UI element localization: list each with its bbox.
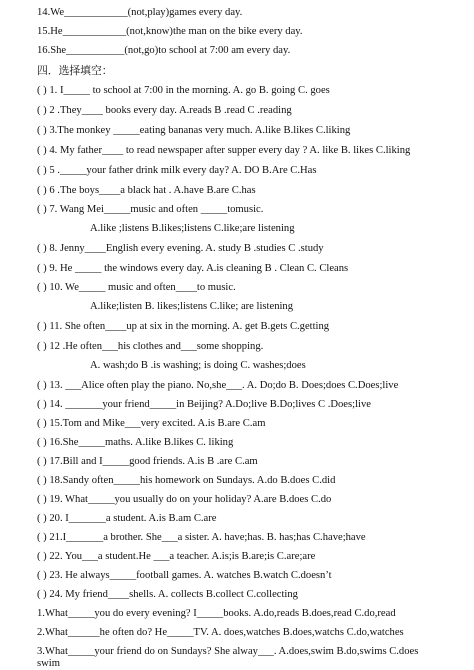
question-24: ( ) 24. My friend____shells. A. collects B.collect C.collecting (37, 589, 298, 600)
question-13: ( ) 13. ___Alice often play the piano. No,she___. A. Do;do B. Does;does C.Does;live (37, 380, 399, 391)
question-11: ( ) 11. She often____up at six in the morning. A. get B.gets C.getting (37, 321, 330, 332)
question-22: ( ) 22. You___a student.He ___a teacher. A.is;is B.are;is C.are;are (37, 551, 316, 562)
question-23: ( ) 23. He always_____football games. A. watches B.watch C.doesn’t (37, 570, 332, 581)
question-5: ( ) 5 ._____your father drink milk every day? A. DO B.Are C.Has (37, 165, 317, 176)
question-10-options: A.like;listen B. likes;listens C.like; are listening (90, 301, 294, 312)
extra-question-2: 2.What______he often do? He_____TV. A. does,watches B.does,watchs C.do,watches (37, 627, 404, 638)
question-12-options: A. wash;do B .is washing; is doing C. washes;does (90, 360, 306, 371)
question-1: ( ) 1. I_____ to school at 7:00 in the morning. A. go B. going C. goes (37, 85, 330, 96)
question-12: ( ) 12 .He often___his clothes and___some shopping. (37, 341, 264, 352)
fill-in-item-14: 14.We____________(not,play)games every day. (37, 7, 243, 18)
fill-in-item-15: 15.He____________(not,know)the man on the bike every day. (37, 26, 303, 37)
question-19: ( ) 19. What_____you usually do on your holiday? A.are B.does C.do (37, 494, 332, 505)
question-10: ( ) 10. We_____ music and often____to music. (37, 282, 236, 293)
section-heading: 四．选择填空： (37, 64, 113, 77)
question-14: ( ) 14. _______your friend_____in Beijing? A.Do;live B.Do;lives C .Does;live (37, 399, 371, 410)
question-6: ( ) 6 .The boys____a black hat . A.have B.are C.has (37, 185, 256, 196)
question-7: ( ) 7. Wang Mei_____music and often _____tomusic. (37, 204, 264, 215)
question-2: ( ) 2 .They____ books every day. A.reads B .read C .reading (37, 105, 292, 116)
question-4: ( ) 4. My father____ to read newspaper after supper every day ? A. like B. likes C.liking (37, 145, 411, 156)
question-21: ( ) 21.I_______a brother. She___a sister. A. have;has. B. has;has C.have;have (37, 532, 366, 543)
question-17: ( ) 17.Bill and I_____good friends. A.is B .are C.am (37, 456, 258, 467)
question-18: ( ) 18.Sandy often_____his homework on Sundays. A.do B.does C.did (37, 475, 336, 486)
question-7-options: A.like ;listens B.likes;listens C.like;are listening (90, 223, 295, 234)
question-8: ( ) 8. Jenny____English every evening. A. study B .studies C .study (37, 243, 324, 254)
fill-in-item-16: 16.She___________(not,go)to school at 7:00 am every day. (37, 45, 291, 56)
extra-question-1: 1.What_____you do every evening? I_____books. A.do,reads B.does,read C.do,read (37, 608, 396, 619)
question-3: ( ) 3.The monkey _____eating bananas very much. A.like B.likes C.liking (37, 125, 351, 136)
extra-question-3: 3.What_____your friend do on Sundays? She alway___. A.does,swim B.do,swims C.does (37, 646, 419, 657)
question-9: ( ) 9. He _____ the windows every day. A.is cleaning B . Clean C. Cleans (37, 263, 349, 274)
question-16: ( ) 16.She_____maths. A.like B.likes C. liking (37, 437, 234, 448)
question-15: ( ) 15.Tom and Mike___very excited. A.is B.are C.am (37, 418, 266, 429)
extra-question-3-wrap: swim (37, 658, 60, 669)
question-20: ( ) 20. I_______a student. A.is B.am C.are (37, 513, 217, 524)
